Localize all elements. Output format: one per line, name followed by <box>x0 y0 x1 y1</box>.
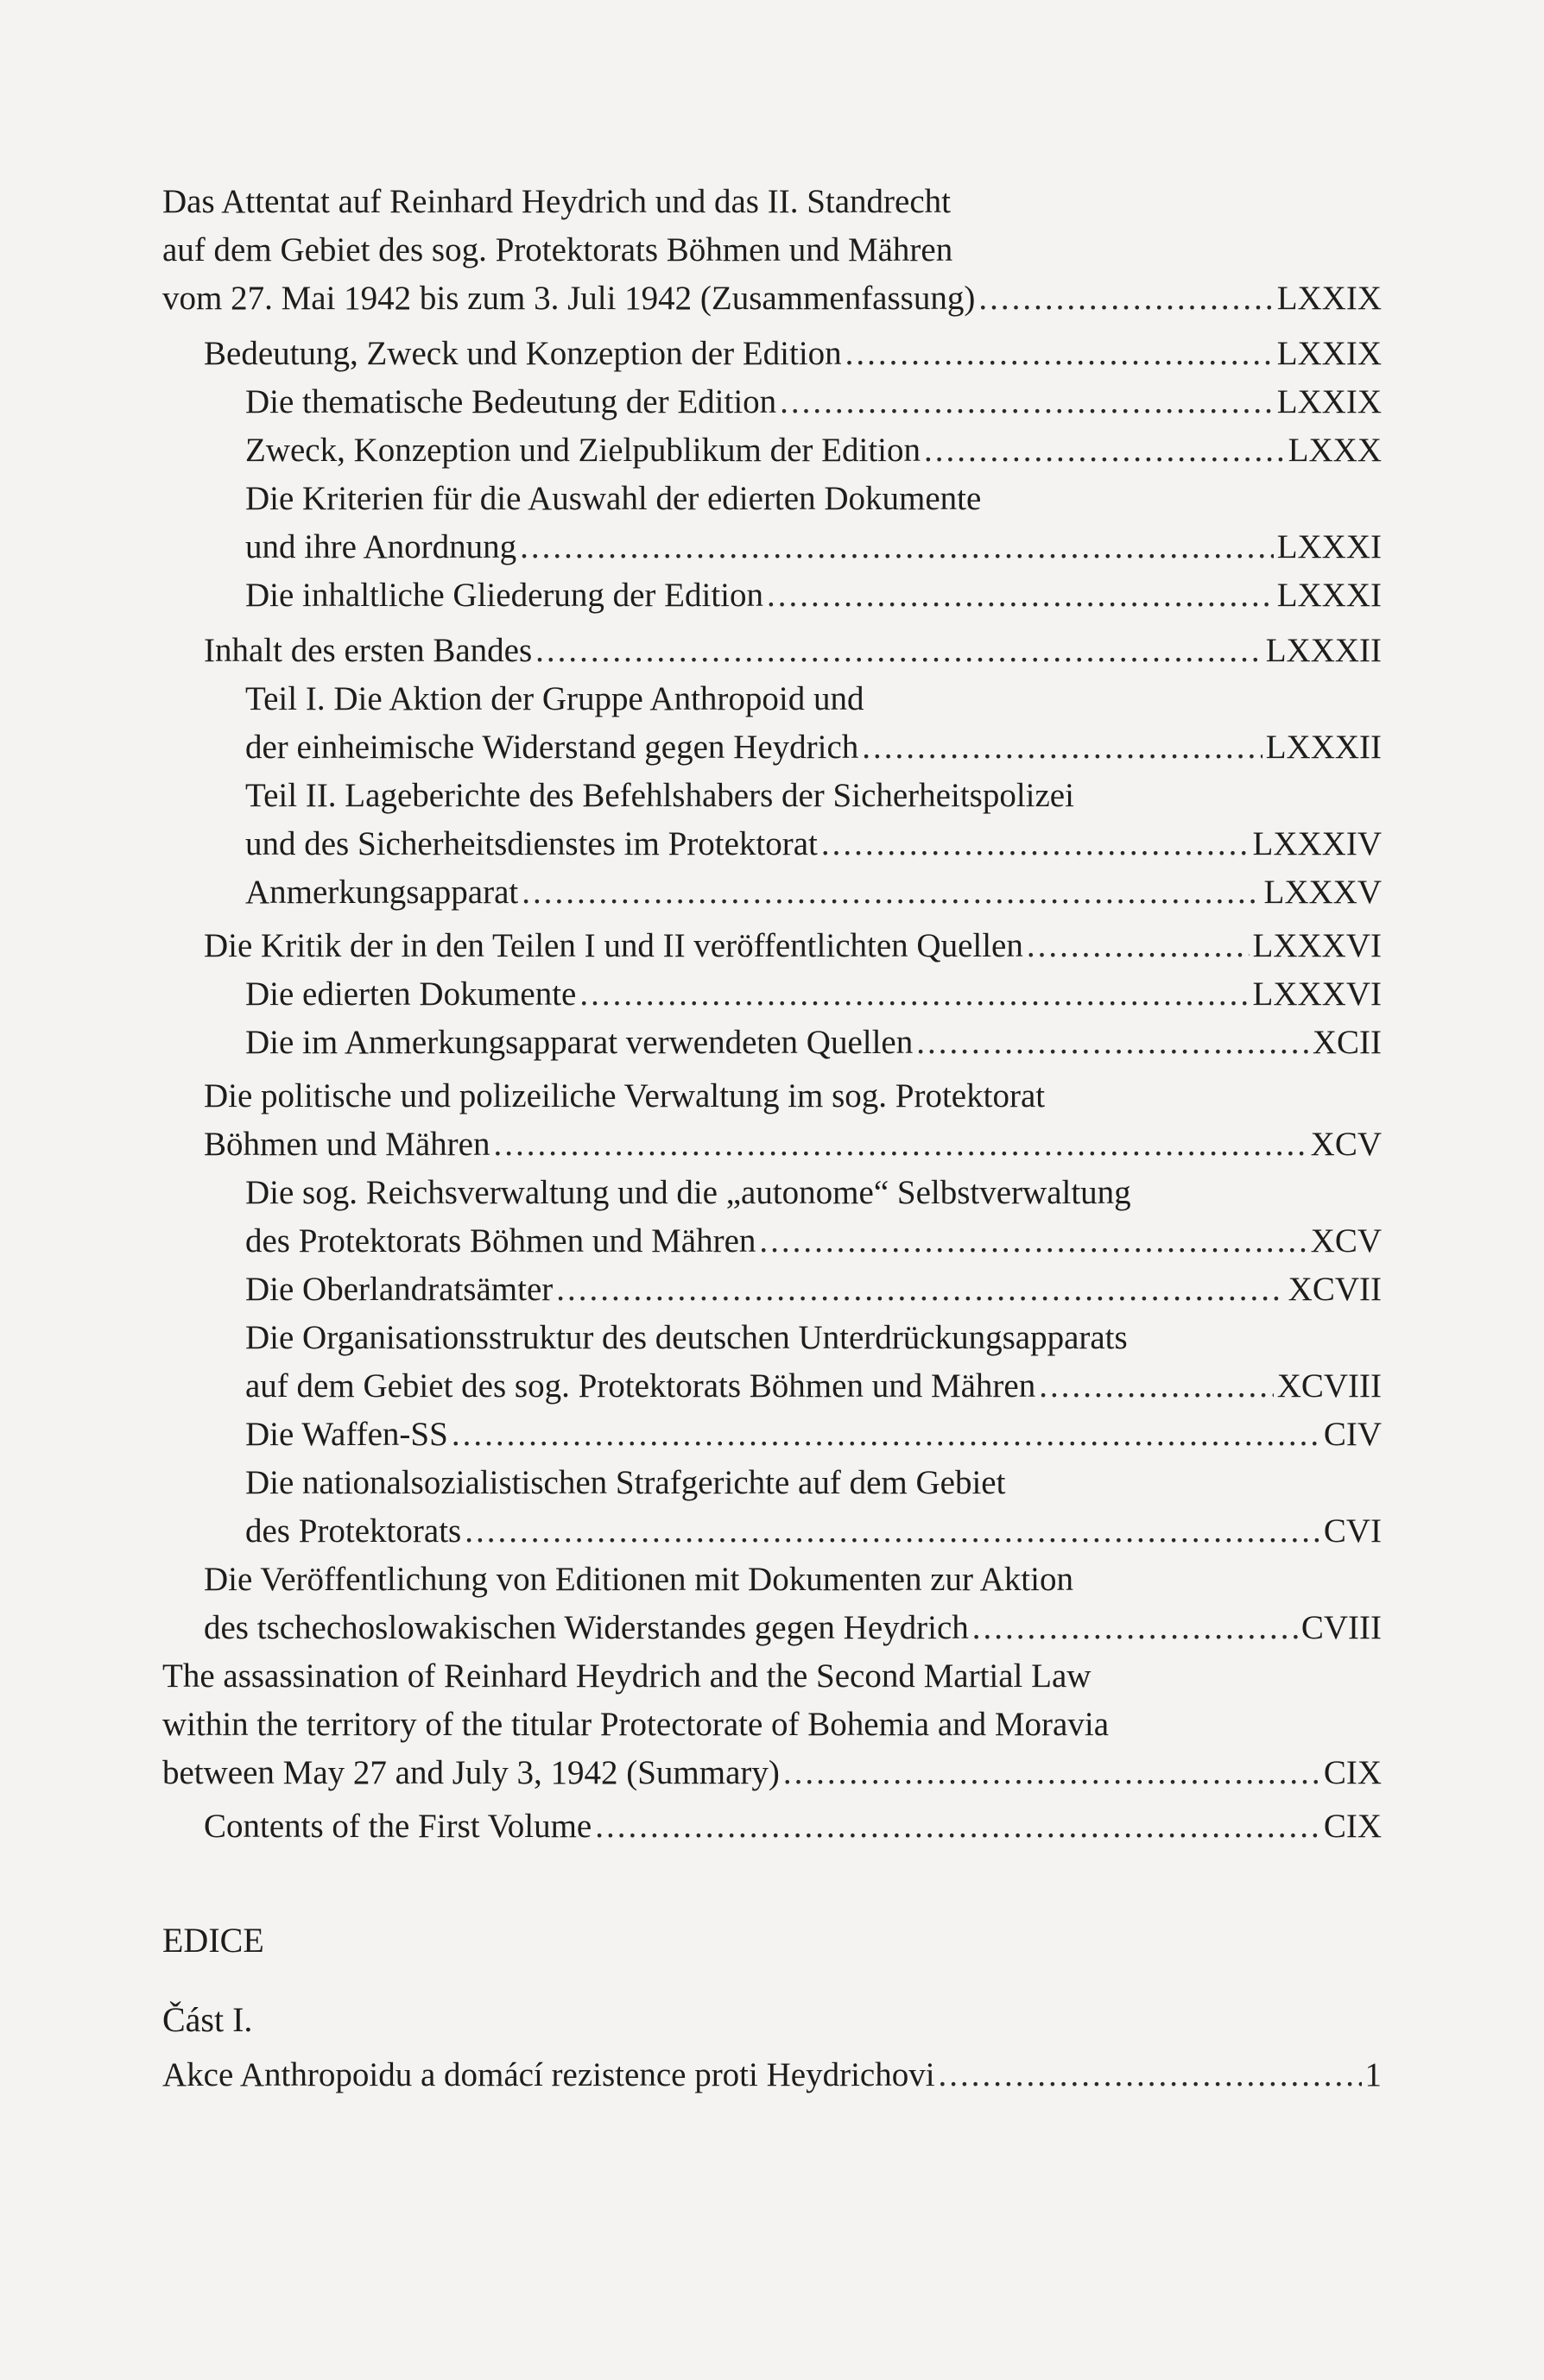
toc-page-number: LXXXI <box>1276 577 1382 614</box>
toc-entry <box>245 675 1382 772</box>
toc-page-number: CIX <box>1323 1808 1382 1845</box>
toc-entry-text: Anmerkungsapparat <box>245 874 519 911</box>
toc-entry <box>245 1019 1382 1067</box>
toc-entry <box>162 1652 1382 1797</box>
toc-page-number: LXXX <box>1288 432 1382 469</box>
toc-page-number: CIV <box>1323 1416 1382 1453</box>
toc-entry <box>204 1072 1382 1169</box>
dot-leader <box>862 723 1262 772</box>
toc-page-number: XCV <box>1310 1126 1382 1163</box>
toc-page-number: LXXIX <box>1276 335 1382 372</box>
dot-leader <box>759 1217 1307 1266</box>
toc-entry <box>204 922 1382 970</box>
toc-page-number: LXXXI <box>1276 528 1382 565</box>
toc-entry <box>204 1556 1382 1652</box>
dot-leader <box>1027 922 1250 970</box>
toc-page-number: XCII <box>1312 1024 1382 1061</box>
dot-leader <box>465 1507 1320 1556</box>
toc-entry-text: Böhmen und Mähren <box>204 1126 490 1163</box>
toc-page-number: CVI <box>1323 1512 1382 1550</box>
part-label: Část I. <box>162 2000 253 2039</box>
dot-leader <box>780 378 1274 426</box>
dot-leader <box>767 571 1274 620</box>
toc-page-number: LXXXII <box>1265 729 1382 766</box>
toc-entry-text: Zweck, Konzeption und Zielpublikum der Edition <box>245 432 921 469</box>
toc-entry-text: Die Waffen-SS <box>245 1416 448 1453</box>
toc-entry-text: Die Veröffentlichung von Editionen mit Dokumenten zur Aktion <box>204 1561 1073 1598</box>
toc-entry-text: Die thematische Bedeutung der Edition <box>245 383 777 420</box>
toc-entry-text: Die sog. Reichsverwaltung und die „autonome“ Selbstverwaltung <box>245 1174 1131 1211</box>
toc-entry-text: between May 27 and July 3, 1942 (Summary) <box>162 1754 780 1791</box>
toc-entry <box>204 627 1382 675</box>
toc-entry <box>245 426 1382 475</box>
dot-leader <box>783 1749 1320 1797</box>
dot-leader <box>493 1121 1307 1169</box>
toc-entry-text: Die inhaltliche Gliederung der Edition <box>245 577 763 614</box>
dot-leader <box>916 1019 1309 1067</box>
dot-leader <box>556 1266 1284 1314</box>
toc-entry-text: auf dem Gebiet des sog. Protektorats Böhmen und Mähren <box>245 1367 1036 1405</box>
toc-entry-text: Die Oberlandratsämter <box>245 1271 554 1308</box>
toc-entry <box>245 1314 1382 1411</box>
toc-entry-text: Contents of the First Volume <box>204 1808 592 1845</box>
toc-entry <box>204 330 1382 378</box>
dot-leader <box>939 2051 1362 2099</box>
toc-entry-text: Die edierten Dokumente <box>245 975 577 1013</box>
toc-entry-text: und ihre Anordnung <box>245 528 517 565</box>
toc-entry <box>245 868 1382 917</box>
toc-entry <box>245 772 1382 868</box>
toc-page-number: CIX <box>1323 1754 1382 1791</box>
toc-entry-text: Teil II. Lageberichte des Befehlshabers der Sicherheitspolizei <box>245 777 1074 814</box>
dot-leader <box>595 1802 1320 1851</box>
section-heading: EDICE <box>162 1921 264 1960</box>
toc-entry-text: auf dem Gebiet des sog. Protektorats Böhmen und Mähren <box>162 231 953 268</box>
toc-entry <box>245 378 1382 426</box>
toc-page-number: LXXXII <box>1265 632 1382 669</box>
toc-entry-text: und des Sicherheitsdienstes im Protektorat <box>245 825 818 862</box>
toc-entry-text: Die im Anmerkungsapparat verwendeten Quellen <box>245 1024 914 1061</box>
toc-page-number: LXXIX <box>1276 280 1382 317</box>
dot-leader <box>972 1604 1298 1652</box>
toc-page-number: 1 <box>1364 2056 1382 2093</box>
dot-leader <box>1039 1362 1273 1411</box>
dot-leader <box>520 523 1274 571</box>
toc-entry <box>245 1266 1382 1314</box>
toc-page-number: XCVIII <box>1276 1367 1382 1405</box>
toc-entry-text: Bedeutung, Zweck und Konzeption der Edition <box>204 335 842 372</box>
toc-entry-text: Die Kritik der in den Teilen I und II veröffentlichten Quellen <box>204 927 1023 964</box>
toc-entry-text: des tschechoslowakischen Widerstandes gegen Heydrich <box>204 1609 969 1646</box>
dot-leader <box>821 820 1250 868</box>
toc-entry-text: Die Organisationsstruktur des deutschen Unterdrückungsapparats <box>245 1319 1128 1356</box>
toc-entry-text: Das Attentat auf Reinhard Heydrich und das II. Standrecht <box>162 183 951 220</box>
toc-entry <box>245 571 1382 620</box>
toc-page-number: LXXXIV <box>1252 825 1382 862</box>
toc-entry-text: vom 27. Mai 1942 bis zum 3. Juli 1942 (Zusammenfassung) <box>162 280 976 317</box>
dot-leader <box>579 970 1249 1019</box>
toc-entry-text: des Protektorats Böhmen und Mähren <box>245 1222 756 1259</box>
toc-entry <box>162 2051 1382 2099</box>
toc-entry-text: Die nationalsozialistischen Strafgerichte auf dem Gebiet <box>245 1464 1006 1501</box>
dot-leader <box>522 868 1260 917</box>
toc-entry-text: Die politische und polizeiliche Verwaltung im sog. Protektorat <box>204 1077 1046 1114</box>
dot-leader <box>924 426 1285 475</box>
toc-entry <box>245 970 1382 1019</box>
dot-leader <box>452 1411 1320 1459</box>
dot-leader <box>535 627 1262 675</box>
toc-page-number: LXXXVI <box>1252 927 1382 964</box>
dot-leader <box>978 275 1273 323</box>
toc-entry-text: Teil I. Die Aktion der Gruppe Anthropoid und <box>245 680 864 717</box>
toc-page-number: LXXXV <box>1263 874 1382 911</box>
toc-entry <box>245 1169 1382 1266</box>
toc-entry <box>245 475 1382 571</box>
toc-entry <box>162 178 1382 323</box>
toc-entry <box>245 1411 1382 1459</box>
toc-page-number: LXXIX <box>1276 383 1382 420</box>
toc-page-number: XCVII <box>1288 1271 1382 1308</box>
toc-page-number: XCV <box>1310 1222 1382 1259</box>
toc-entry-text: Akce Anthropoidu a domácí rezistence proti Heydrichovi <box>162 2056 935 2093</box>
toc-entry-text: Inhalt des ersten Bandes <box>204 632 533 669</box>
toc-entry-text: des Protektorats <box>245 1512 462 1550</box>
toc-page-number: CVIII <box>1300 1609 1382 1646</box>
toc-entry-text: within the territory of the titular Protectorate of Bohemia and Moravia <box>162 1706 1109 1743</box>
toc-entry-text: The assassination of Reinhard Heydrich and the Second Martial Law <box>162 1657 1092 1695</box>
toc-entry-text: der einheimische Widerstand gegen Heydrich <box>245 729 859 766</box>
toc-entry <box>245 1459 1382 1556</box>
dot-leader <box>845 330 1274 378</box>
toc-entry-text: Die Kriterien für die Auswahl der edierten Dokumente <box>245 480 982 517</box>
toc-page-number: LXXXVI <box>1252 975 1382 1013</box>
toc-entry <box>204 1802 1382 1851</box>
